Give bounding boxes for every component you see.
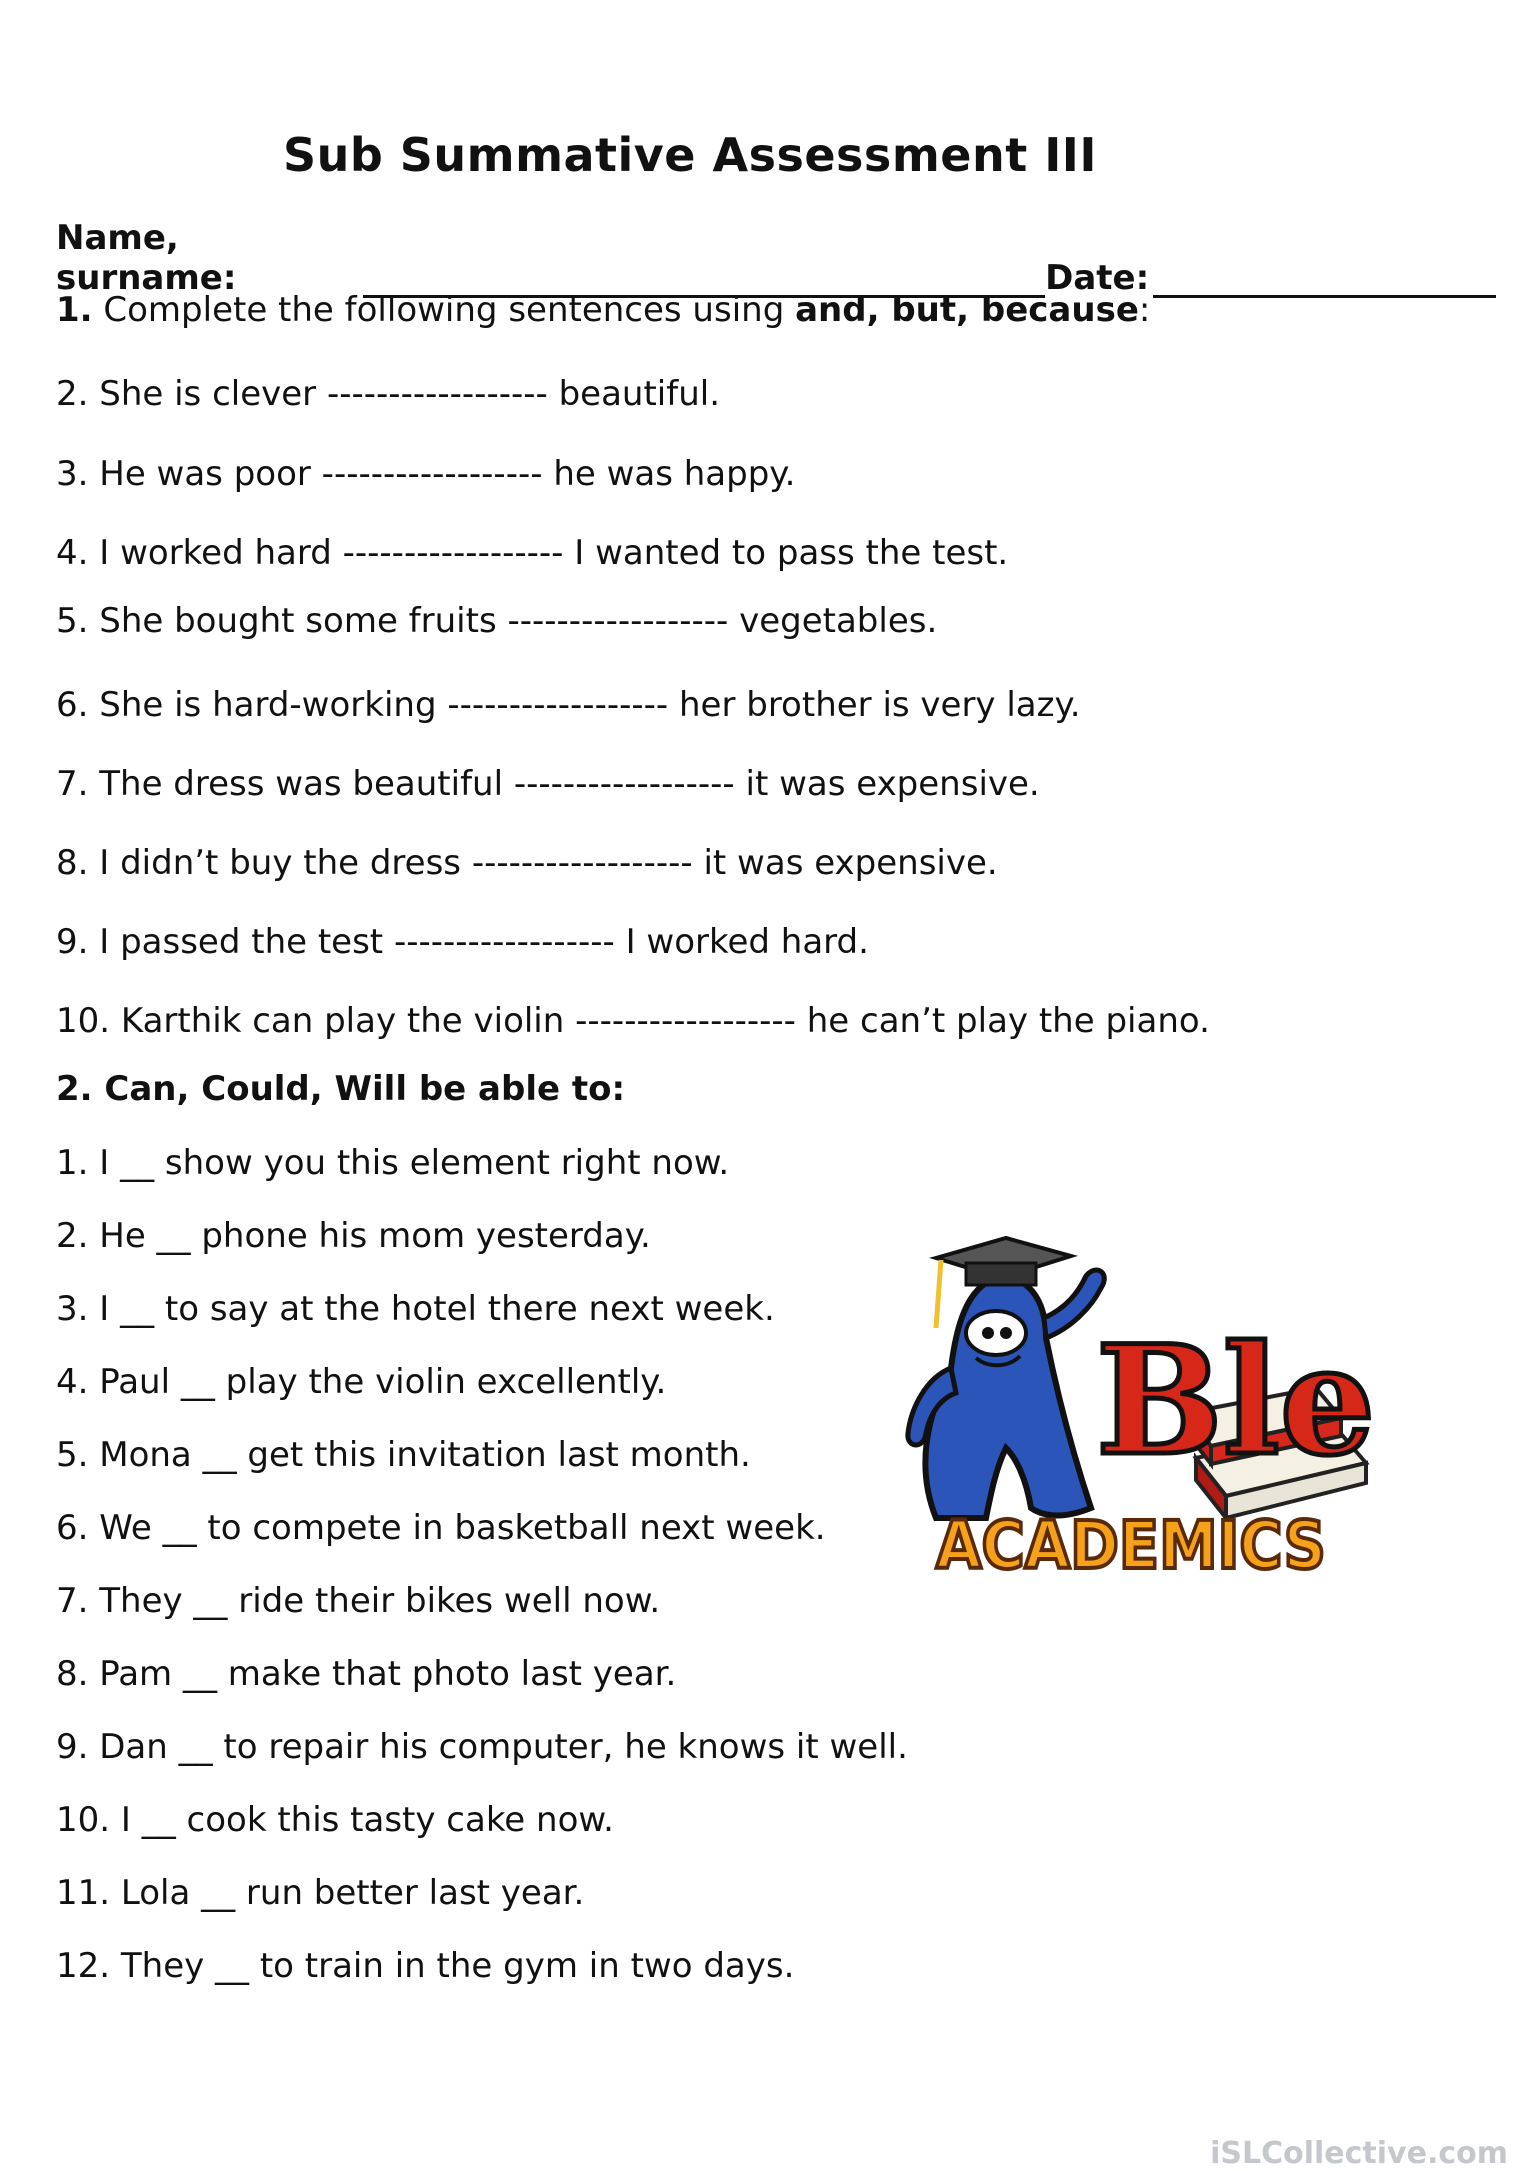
modal-item: 9. Dan __ to repair his computer, he knows it well. — [56, 1727, 908, 1767]
able-academics-logo — [896, 1218, 1376, 1598]
logo-letters: Ble — [1096, 1313, 1376, 1489]
modal-item: 1. I __ show you this element right now. — [56, 1143, 730, 1183]
sentence-item: 5. She bought some fruits ------------------ vegetables. — [56, 601, 938, 641]
mascot-icon — [908, 1238, 1104, 1518]
modal-item: 2. He __ phone his mom yesterday. — [56, 1216, 651, 1256]
date-field[interactable] — [1153, 255, 1496, 298]
section1-number: 1. — [56, 290, 93, 330]
section1-instruction-text: Complete the following sentences using — [103, 290, 785, 330]
sentence-item: 9. I passed the test ------------------ I worked hard. — [56, 922, 869, 962]
sentence-item: 6. She is hard-working ------------------ her brother is very lazy. — [56, 685, 1081, 725]
modal-item: 5. Mona __ get this invitation last month. — [56, 1435, 751, 1475]
logo-text: ACADEMICS — [936, 1507, 1326, 1584]
sentence-item: 2. She is clever ------------------ beautiful. — [56, 374, 721, 414]
name-date-row — [56, 218, 1496, 298]
page-title: Sub Summative Assessment III — [282, 128, 1098, 182]
modal-item: 8. Pam __ make that photo last year. — [56, 1654, 677, 1694]
modal-item: 3. I __ to say at the hotel there next week. — [56, 1289, 775, 1329]
sentence-item: 10. Karthik can play the violin ------------------ he can’t play the piano. — [56, 1001, 1210, 1041]
sentence-item: 7. The dress was beautiful ------------------ it was expensive. — [56, 764, 1040, 804]
sentence-item: 4. I worked hard ------------------ I wanted to pass the test. — [56, 533, 1009, 573]
sentence-item: 3. He was poor ------------------ he was happy. — [56, 454, 796, 494]
watermark: iSLCollective.com — [1210, 2136, 1508, 2171]
modal-item: 10. I __ cook this tasty cake now. — [56, 1800, 614, 1840]
modal-item: 7. They __ ride their bikes well now. — [56, 1581, 661, 1621]
sentence-item: 8. I didn’t buy the dress ------------------ it was expensive. — [56, 843, 998, 883]
section2-heading: 2. Can, Could, Will be able to: — [56, 1069, 626, 1109]
section1-colon: : — [1138, 290, 1151, 330]
modal-item: 4. Paul __ play the violin excellently. — [56, 1362, 667, 1402]
section1-keywords: and, but, because — [795, 290, 1139, 330]
modal-item: 11. Lola __ run better last year. — [56, 1873, 585, 1913]
date-label: Date: — [1045, 258, 1150, 298]
modal-item: 12. They __ to train in the gym in two days. — [56, 1946, 795, 1986]
section1-instruction — [56, 290, 1150, 330]
modal-item: 6. We __ to compete in basketball next week. — [56, 1508, 826, 1548]
name-label: Name, surname: — [56, 218, 237, 298]
